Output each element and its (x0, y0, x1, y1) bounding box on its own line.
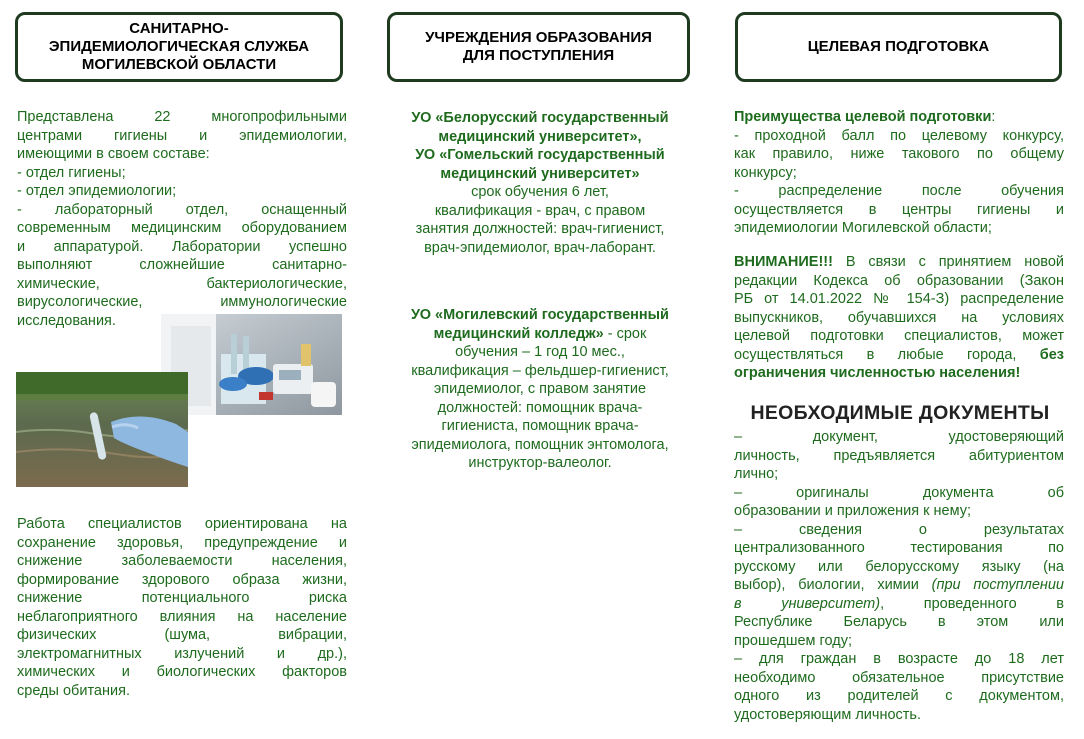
documents-title: НЕОБХОДИМЫЕ ДОКУМЕНТЫ (750, 402, 1050, 424)
col1-intro-text: Представлена 22 многопрофильными центрами гигиены и эпидемиологии, имеющими в своем составе: - отдел гигиены; - отдел эпидемиологии; - лабораторный отдел, оснащенный современным медицинским оборудованием и аппаратурой. Лаборатории успешно выполняют сложнейшие санитарно- химические, бактериологические, вирусологические, иммунологические исследования. (17, 109, 347, 329)
header-sanitary-service (15, 12, 343, 82)
header-line: ЦЕЛЕВАЯ ПОДГОТОВКА (807, 38, 990, 55)
header-line: МОГИЛЕВСКОЙ ОБЛАСТИ (81, 56, 277, 73)
header-line: УЧРЕЖДЕНИЯ ОБРАЗОВАНИЯ (425, 29, 652, 46)
header-education-institutions (387, 12, 690, 82)
header-line: ДЛЯ ПОСТУПЛЕНИЯ (462, 47, 615, 64)
college-block: УО «Могилевский государственный медицинский колледж» - срок обучения – 1 год 10 мес., квалификация – фельдшер-гигиенист, эпидемиолог, с правом занятие должностей: помощник врача- гигиениста, помощник врача- эпидемиолога, помощник энтомолога, инструктор-валеолог. (411, 307, 669, 471)
advantages-block: Преимущества целевой подготовки: - проходной балл по целевому конкурсу, как правило, ниже такового по общему конкурсу; - распределение после обучения осуществляется в центры гигиены и эпидемиологии Могилевской области; (734, 109, 1064, 236)
water-sample-photo (16, 372, 188, 487)
lab-photo (161, 314, 342, 415)
documents-list: – документ, удостоверяющий личность, предъявляется абитуриентом лично; – оригиналы документа об образовании и приложения к нему; – сведения о результатах централизованного тестирования по русскому или белорусскому языку (на выбор), биологии, химии (при поступлении в университет), проведенного в Республике Беларусь в этом или прошедшем году; – для граждан в возрасте до 18 лет необходимо обязательное присутствие одного из родителей с документом, удостоверяющим личность. (734, 429, 1064, 723)
header-line: ЭПИДЕМИОЛОГИЧЕСКАЯ СЛУЖБА (48, 38, 310, 55)
header-line: САНИТАРНО- (129, 20, 229, 37)
header-targeted-training (735, 12, 1062, 82)
attention-block: ВНИМАНИЕ!!! В связи с принятием новой редакции Кодекса об образовании (Закон РБ от 14.01.2022 № 154-З) распределение выпускников, обучавшихся на условиях целевой подготовки специалистов, может осуществляться в любые города, без ограничения численностью населения! (734, 254, 1064, 381)
universities-block: УО «Белорусский государственный медицинский университет», УО «Гомельский государственный медицинский университет» срок обучения 6 лет, квалификация - врач, с правом занятия должностей: врач-гигиенист, врач-эпидемиолог, врач-лаборант. (411, 110, 669, 256)
col1-work-text: Работа специалистов ориентирована на сохранение здоровья, предупреждение и снижение заболеваемости населения, формирование здорового образа жизни, снижение потенциального риска неблагоприятного влияния на население физических (шума, вибрации, электромагнитных излучений и др.), химических и биологических факторов среды обитания. (17, 516, 347, 699)
